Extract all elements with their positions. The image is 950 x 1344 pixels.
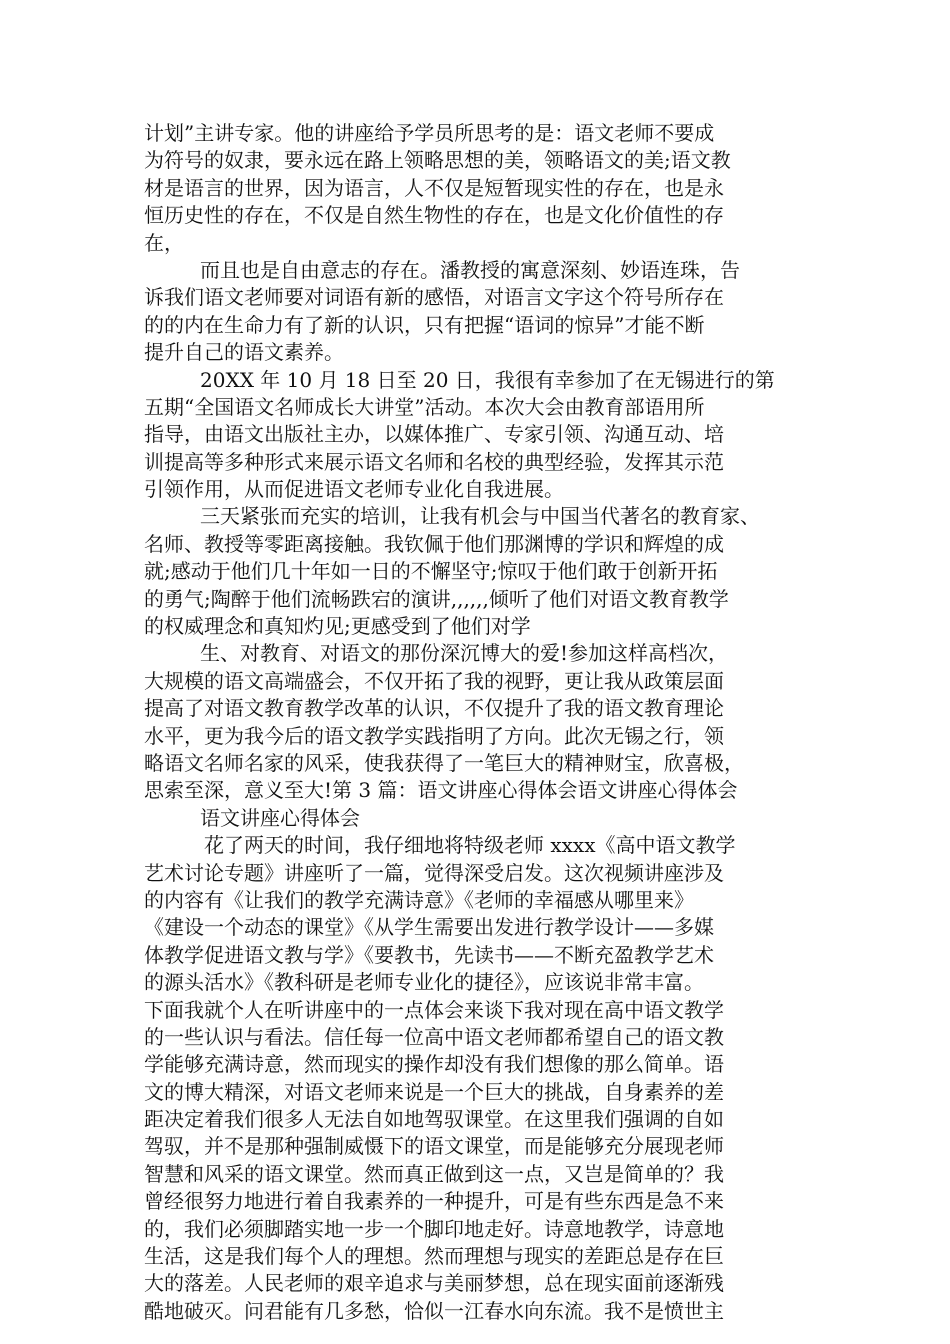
text-line: 提高了对语文教育教学改革的认识，不仅提升了我的语文教育理论 xyxy=(144,696,724,721)
paragraph-start-line: 生、对教育、对语文的那份深沉博大的爱!参加这样高档次， xyxy=(200,641,729,666)
text-line: 就;感动于他们几十年如一日的不懈坚守;惊叹于他们敢于创新开拓 xyxy=(144,559,718,584)
text-line: 的源头活水》《教科研是老师专业化的捷径》，应该说非常丰富。 xyxy=(144,970,704,995)
text-line: 《建设一个动态的课堂》《从学生需要出发进行教学设计——多媒 xyxy=(144,915,714,940)
text-line: 名师、教授等零距离接触。我钦佩于他们那渊博的学识和辉煌的成 xyxy=(144,531,724,556)
text-line: 计划”主讲专家。他的讲座给予学员所思考的是：语文老师不要成 xyxy=(144,121,715,145)
text-line: 的内容有《让我们的教学充满诗意》《老师的幸福感从哪里来》 xyxy=(144,887,694,912)
text-line: 略语文名师名家的风采，使我获得了一笔巨大的精神财宝，欣喜极， xyxy=(144,750,744,775)
section-heading: 语文讲座心得体会 xyxy=(200,805,360,830)
text-line: 下面我就个人在听讲座中的一点体会来谈下我对现在高中语文教学 xyxy=(144,997,724,1022)
text-line: 引领作用，从而促进语文老师专业化自我进展。 xyxy=(144,477,564,502)
text-line: 材是语言的世界，因为语言，人不仅是短暂现实性的存在，也是永 xyxy=(144,175,724,200)
text-line: 提升自己的语文素养。 xyxy=(144,340,344,365)
text-line: 五期“全国语文名师成长大讲堂”活动。本次大会由教育部语用所 xyxy=(144,394,705,419)
text-line: 曾经很努力地进行着自我素养的一种提升，可是有些东西是急不来 xyxy=(144,1189,724,1214)
text-line: 大规模的语文高端盛会，不仅开拓了我的视野，更让我从政策层面 xyxy=(144,668,724,693)
text-line: 在， xyxy=(144,230,184,255)
paragraph-start-line: 花了两天的时间，我仔细地将特级老师 xxxx《高中语文教学 xyxy=(204,833,736,858)
text-line: 智慧和风采的语文课堂。然而真正做到这一点，又岂是简单的？我 xyxy=(144,1161,724,1186)
text-line: 生活，这是我们每个人的理想。然而理想与现实的差距总是存在巨 xyxy=(144,1244,724,1269)
text-line: 的权威理念和真知灼见;更感受到了他们对学 xyxy=(144,614,531,639)
text-line: 文的博大精深，对语文老师来说是一个巨大的挑战，自身素养的差 xyxy=(144,1079,724,1104)
text-line: 距决定着我们很多人无法自如地驾驭课堂。在这里我们强调的自如 xyxy=(144,1107,724,1132)
text-line: 的，我们必须脚踏实地一步一个脚印地走好。诗意地教学，诗意地 xyxy=(144,1216,724,1241)
text-line: 的的内在生命力有了新的认识，只有把握“语词的惊异”才能不断 xyxy=(144,312,705,337)
paragraph-start-line: 20XX 年 10 月 18 日至 20 日，我很有幸参加了在无锡进行的第 xyxy=(200,367,775,392)
text-line: 诉我们语文老师要对词语有新的感悟，对语言文字这个符号所存在 xyxy=(144,285,724,310)
text-line: 的勇气;陶醉于他们流畅跌宕的演讲,,,,,,倾听了他们对语文教育教学 xyxy=(144,586,729,611)
text-line: 酷地破灭。问君能有几多愁，恰似一江春水向东流。我不是愤世主 xyxy=(144,1298,724,1323)
text-line: 训提高等多种形式来展示语文名师和名校的典型经验，发挥其示范 xyxy=(144,449,724,474)
text-line: 为符号的奴隶，要永远在路上领略思想的美，领略语文的美;语文教 xyxy=(144,148,731,173)
paragraph-start-line: 三天紧张而充实的培训，让我有机会与中国当代著名的教育家、 xyxy=(200,504,760,529)
text-line: 指导，由语文出版社主办，以媒体推广、专家引领、沟通互动、培 xyxy=(144,422,724,447)
paragraph-start-line: 而且也是自由意志的存在。潘教授的寓意深刻、妙语连珠，告 xyxy=(200,257,740,282)
text-line: 的一些认识与看法。信任每一位高中语文老师都希望自己的语文教 xyxy=(144,1024,724,1049)
text-line: 恒历史性的存在，不仅是自然生物性的存在，也是文化价值性的存 xyxy=(144,203,724,228)
text-line: 驾驭，并不是那种强制威慑下的语文课堂，而是能够充分展现老师 xyxy=(144,1134,724,1159)
text-line: 艺术讨论专题》讲座听了一篇，觉得深受启发。这次视频讲座涉及 xyxy=(144,860,724,885)
text-line: 体教学促进语文教与学》《要教书，先读书——不断充盈教学艺术 xyxy=(144,942,714,967)
text-line: 学能够充满诗意，然而现实的操作却没有我们想像的那么简单。语 xyxy=(144,1052,724,1077)
document-page xyxy=(144,120,816,1325)
text-line: 水平，更为我今后的语文教学实践指明了方向。此次无锡之行，领 xyxy=(144,723,724,748)
text-line: 思索至深，意义至大!第 3 篇：语文讲座心得体会语文讲座心得体会 xyxy=(144,778,738,803)
text-line: 大的落差。人民老师的艰辛追求与美丽梦想，总在现实面前逐渐残 xyxy=(144,1271,724,1296)
